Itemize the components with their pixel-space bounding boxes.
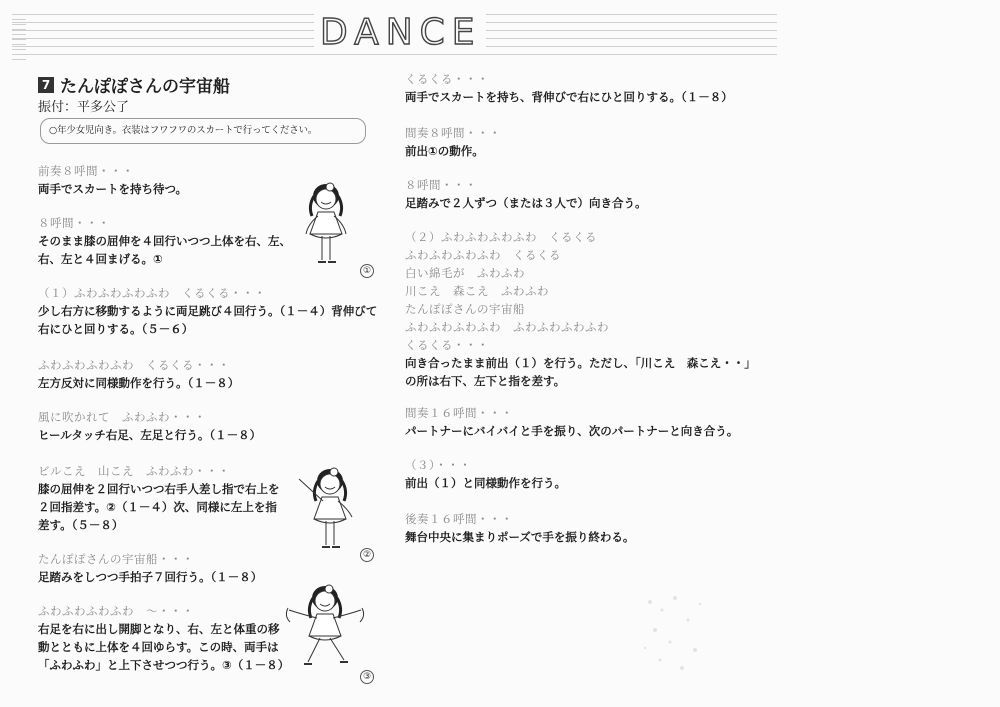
section-text: 「ふわふわ」と上下させつつ行う。③（１－８） <box>38 658 290 672</box>
section-label: くるくる・・・ <box>405 338 489 352</box>
section-label: 後奏１６呼間・・・ <box>405 512 513 526</box>
song-number-badge: 7 <box>38 77 54 93</box>
section-label: 間奏１６呼間・・・ <box>405 406 513 420</box>
section-text: 足踏みで２人ずつ（または３人で）向き合う。 <box>405 196 647 210</box>
section-text: 少し右方に移動するように両足跳び４回行う。（１－４）背伸びて <box>38 304 378 318</box>
left-section-1 <box>38 214 291 268</box>
girl-figure-1-illustration <box>292 180 360 280</box>
left-section-0 <box>38 162 187 198</box>
section-text: の所は右下、左下と指を差す。 <box>405 374 566 388</box>
section-text: ２回指差す。②（１－４）次、同様に左上を指 <box>38 500 277 514</box>
section-label: 前奏８呼間・・・ <box>38 164 134 178</box>
header-tab-mark <box>12 10 26 60</box>
section-label: たんぽぽさんの宇宙船 <box>405 302 525 316</box>
section-text: 前出①の動作。 <box>405 144 484 158</box>
right-section-2 <box>405 176 647 212</box>
left-section-2 <box>38 284 377 338</box>
section-label: ８呼間・・・ <box>38 216 110 230</box>
section-label: ふわふわふわふわ くるくる <box>405 248 561 262</box>
section-text: 膝の屈伸を２回行いつつ右手人差し指で右上を <box>38 482 280 496</box>
page-title: DANCE <box>314 12 486 54</box>
section-label: くるくる・・・ <box>405 72 489 86</box>
right-section-3 <box>405 228 756 390</box>
section-text: 動とともに上体を４回ゆらす。この時、両手は <box>38 640 279 654</box>
right-section-1 <box>405 124 501 160</box>
section-label: 白い綿毛が ふわふわ <box>405 266 525 280</box>
section-label: 間奏８呼間・・・ <box>405 126 501 140</box>
section-label: （３）・・・ <box>405 458 472 472</box>
right-section-0 <box>405 70 733 106</box>
section-label: ビルこえ 山こえ ふわふわ・・・ <box>38 464 230 478</box>
section-text: 右足を右に出し開脚となり、右、左と体重の移 <box>38 622 280 636</box>
section-text: 差す。（５－８） <box>38 518 124 532</box>
figure-number-1: ① <box>360 264 374 278</box>
section-text: 足踏みをしつつ手拍子７回行う。（１－８） <box>38 570 263 584</box>
figure-number-3: ③ <box>360 670 374 684</box>
section-text: 右にひと回りする。（５－６） <box>38 322 194 336</box>
section-text: そのまま膝の屈伸を４回行いつつ上体を右、左、 <box>38 234 291 248</box>
section-label: 風に吹かれて ふわふわ・・・ <box>38 410 206 424</box>
section-label: （１）ふわふわふわふわ くるくる・・・ <box>38 286 266 300</box>
section-text: 左方反対に同様動作を行う。（１－８） <box>38 376 240 390</box>
section-label: 川こえ 森こえ ふわふわ <box>405 284 549 298</box>
left-section-4 <box>38 408 261 444</box>
song-title <box>38 72 230 97</box>
paper-speckle-decoration <box>640 590 710 680</box>
section-text: 前出（１）と同様動作を行う。 <box>405 476 566 490</box>
section-text: ヒールタッチ右足、左足と行う。（１－８） <box>38 428 262 442</box>
left-section-7 <box>38 602 289 674</box>
song-title-text: たんぽぽさんの宇宙船 <box>60 77 230 97</box>
left-section-5 <box>38 462 280 534</box>
figure-number-2: ② <box>360 548 374 562</box>
left-section-6 <box>38 550 262 586</box>
section-text: 両手でスカートを持ち待つ。 <box>38 182 188 196</box>
girl-figure-3-illustration <box>282 582 368 682</box>
section-label: ふわふわふわふわ ～・・・ <box>38 604 194 618</box>
section-text: 両手でスカートを持ち、背伸びで右にひと回りする。（１－８） <box>405 90 733 104</box>
section-label: ８呼間・・・ <box>405 178 477 192</box>
section-text: 舞台中央に集まりポーズで手を振り終わる。 <box>405 530 635 544</box>
choreographer: 振付：平多公了 <box>38 100 130 115</box>
section-label: たんぽぽさんの宇宙船・・・ <box>38 552 194 566</box>
section-label: ふわふわふわふわ くるくる・・・ <box>38 358 230 372</box>
section-text: パートナーにバイバイと手を振り、次のパートナーと向き合う。 <box>405 424 739 438</box>
left-section-3 <box>38 356 239 392</box>
section-text: 向き合ったまま前出（１）を行う。ただし、「川こえ 森こえ・・」 <box>405 356 756 370</box>
section-label: （２）ふわふわふわふわ くるくる <box>405 230 597 244</box>
note-box: ○年少女児向き。衣装はフワフワのスカートで行ってください。 <box>40 118 366 144</box>
girl-figure-2-illustration <box>290 465 362 565</box>
section-label: ふわふわふわふわ ふわふわふわふわ <box>405 320 609 334</box>
right-section-6 <box>405 510 634 546</box>
right-section-4 <box>405 404 738 440</box>
section-text: 右、左と４回まげる。① <box>38 252 163 266</box>
right-section-5 <box>405 456 566 492</box>
